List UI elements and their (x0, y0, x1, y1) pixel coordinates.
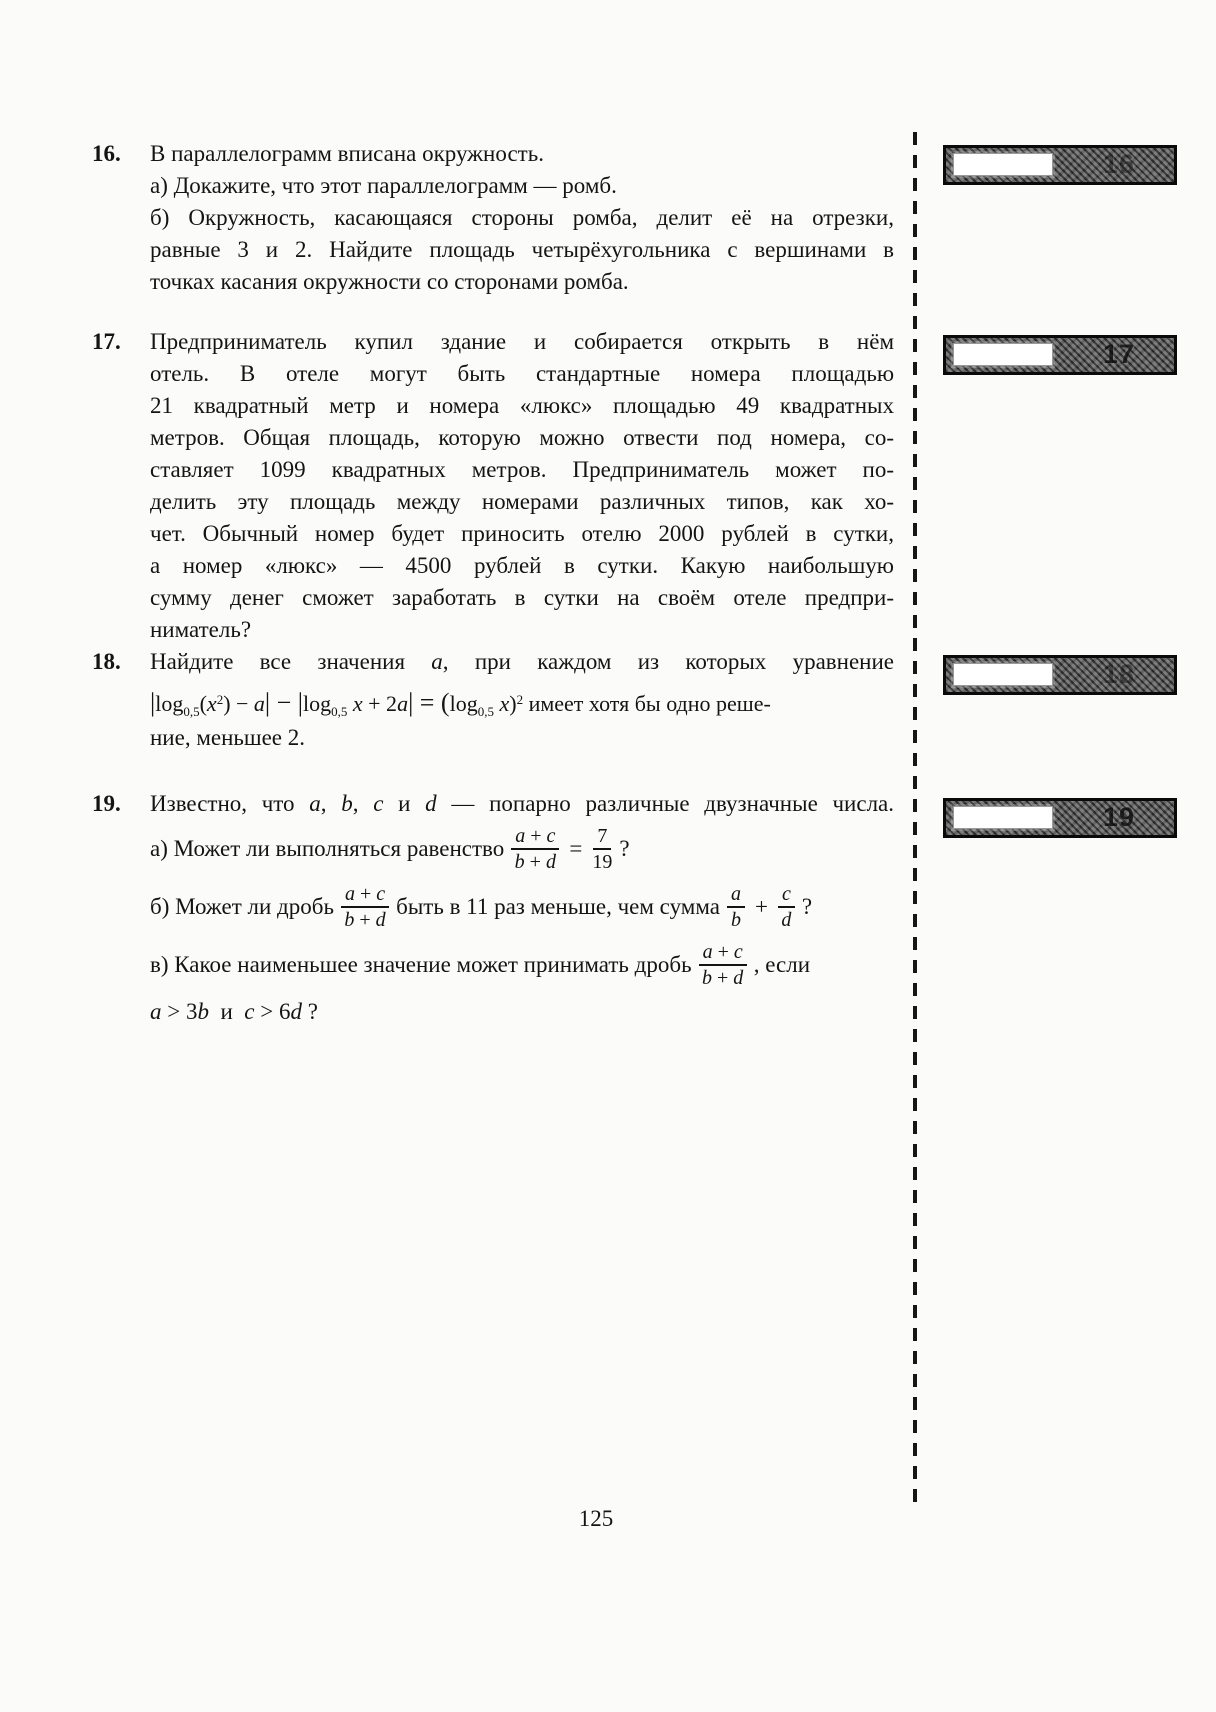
fraction-numerator: a + c (699, 941, 747, 966)
fraction (778, 883, 795, 932)
variable: x (206, 691, 217, 716)
subtask-b-line: б) Может ли дробь $\frac{a + c}{b + d}$ быть в 11 раз меньше, чем сумма $\frac{a}{b}$ + $\frac{c}{d}$ ? (150, 882, 813, 931)
text-line: точках касания окружности со сторонами ромба. (150, 269, 629, 294)
question-mark: ? (801, 894, 813, 919)
text-line: ние, меньшее 2. (150, 725, 306, 750)
fraction-denominator: b + d (702, 967, 744, 989)
text-line: метров. Общая площадь, которую можно отвести под номера, со- (150, 425, 894, 450)
answer-box-number: 16 (1102, 149, 1136, 179)
answer-slot (953, 343, 1053, 366)
abs-bar: | (150, 688, 156, 717)
fraction-denominator: b + d (344, 909, 386, 931)
problem-17 (92, 326, 894, 646)
problem-text (150, 788, 894, 1030)
fraction-denominator: b (730, 909, 741, 931)
fraction-denominator: 19 (592, 851, 613, 873)
variable: b (341, 791, 353, 816)
condition-line: a > 3b и c > 6d ? (150, 999, 318, 1024)
equals-sign: = (569, 836, 583, 861)
plus-sign: + (754, 894, 768, 919)
problem-number: 16. (92, 141, 121, 166)
exponent: 2 (216, 692, 224, 707)
problem-number: 18. (92, 649, 121, 674)
fraction-numerator: a + c (511, 825, 559, 850)
log-function: log (303, 691, 332, 716)
problem-text (150, 138, 894, 298)
text-line: ниматель? (150, 617, 252, 642)
abs-bar: | = ( (408, 688, 450, 717)
question-mark: ? (619, 836, 630, 861)
text-line: Известно, что a, b, c и d — попарно различные двузначные числа. (150, 791, 895, 816)
text-line: В параллелограмм вписана окружность. (150, 141, 544, 166)
log-function: log (155, 691, 184, 716)
variable: x (493, 691, 510, 716)
log-base: 0,5 (477, 704, 494, 719)
fraction (699, 941, 747, 990)
answer-box-16 (943, 145, 1177, 185)
answer-box-number: 19 (1102, 802, 1136, 832)
exponent: 2 (516, 692, 524, 707)
fraction (592, 825, 612, 874)
fraction (727, 883, 745, 932)
subtask-v-line: в) Какое наименьшее значение может принимать дробь $\frac{a + c}{b + d}$ , если (150, 940, 811, 989)
text-line: равные 3 и 2. Найдите площадь четырёхугольника с вершинами в (150, 237, 894, 262)
dashed-separator (913, 132, 917, 1502)
answer-slot (953, 806, 1053, 829)
answer-slot (953, 153, 1053, 176)
text-line: Предприниматель купил здание и собирается открыть в нём (150, 329, 894, 354)
problem-18 (92, 646, 894, 754)
fraction-denominator: b + d (514, 851, 556, 873)
variable: x (347, 691, 363, 716)
answer-box-number: 17 (1102, 339, 1136, 369)
fraction-denominator: d (781, 909, 792, 931)
variable: d (425, 791, 437, 816)
text-line: ставляет 1099 квадратных метров. Предприниматель может по- (150, 457, 894, 482)
answer-slot (953, 663, 1053, 686)
equation-line: $|\log_{0,5}(x^2) - a| - |\log_{0,5}$ $x + 2a| = (\log_{0,5}$ x)$^2$ имеет хотя бы одно реше- (150, 688, 771, 719)
text-line: делить эту площадь между номерами различных типов, как хо- (150, 489, 894, 514)
log-base: 0,5 (183, 704, 200, 719)
problem-number: 19. (92, 791, 121, 816)
problem-text (150, 326, 894, 646)
problem-16 (92, 138, 894, 298)
text-line: чет. Обычный номер будет приносить отелю 2000 рублей в сутки, (150, 521, 894, 546)
problem-number: 17. (92, 329, 121, 354)
log-function: log (449, 691, 478, 716)
answer-box-number: 18 (1102, 659, 1136, 689)
variable: a (397, 691, 409, 716)
variable: a (309, 791, 321, 816)
problem-text (150, 646, 894, 754)
text-line: а) Докажите, что этот параллелограмм — ромб. (150, 173, 617, 198)
answer-box-19 (943, 798, 1177, 838)
page-number: 125 (578, 1506, 614, 1531)
answer-box-17 (943, 335, 1177, 375)
variable: c (373, 791, 384, 816)
text-line: Найдите все значения a, при каждом из которых уравнение (150, 649, 894, 674)
text-line: сумму денег сможет заработать в сутки на своём отеле предпри- (150, 585, 894, 610)
log-base: 0,5 (331, 704, 348, 719)
answer-box-18 (943, 655, 1177, 695)
fraction-numerator: a (727, 883, 745, 908)
text-line: 21 квадратный метр и номера «люкс» площадью 49 квадратных (150, 393, 894, 418)
fraction-numerator: a + c (341, 883, 389, 908)
text-line: а номер «люкс» — 4500 рублей в сутки. Какую наибольшую (150, 553, 894, 578)
subtask-a-line: а) Может ли выполняться равенство $\frac{a + c}{b + d}$ = $\frac{7}{19}$ ? (150, 824, 630, 873)
text-line: б) Окружность, касающаяся стороны ромба, делит её на отрезки, (150, 205, 894, 230)
equation-tail: имеет хотя бы одно реше- (523, 691, 771, 716)
fraction-numerator: 7 (593, 825, 611, 850)
fraction-numerator: c (778, 883, 795, 908)
fraction (341, 883, 389, 932)
variable: a (253, 691, 265, 716)
variable: a (431, 649, 443, 674)
problem-19 (92, 788, 894, 1030)
text-line: отель. В отеле могут быть стандартные номера площадью (150, 361, 894, 386)
abs-bars: | − | (264, 688, 303, 717)
fraction (511, 825, 559, 874)
